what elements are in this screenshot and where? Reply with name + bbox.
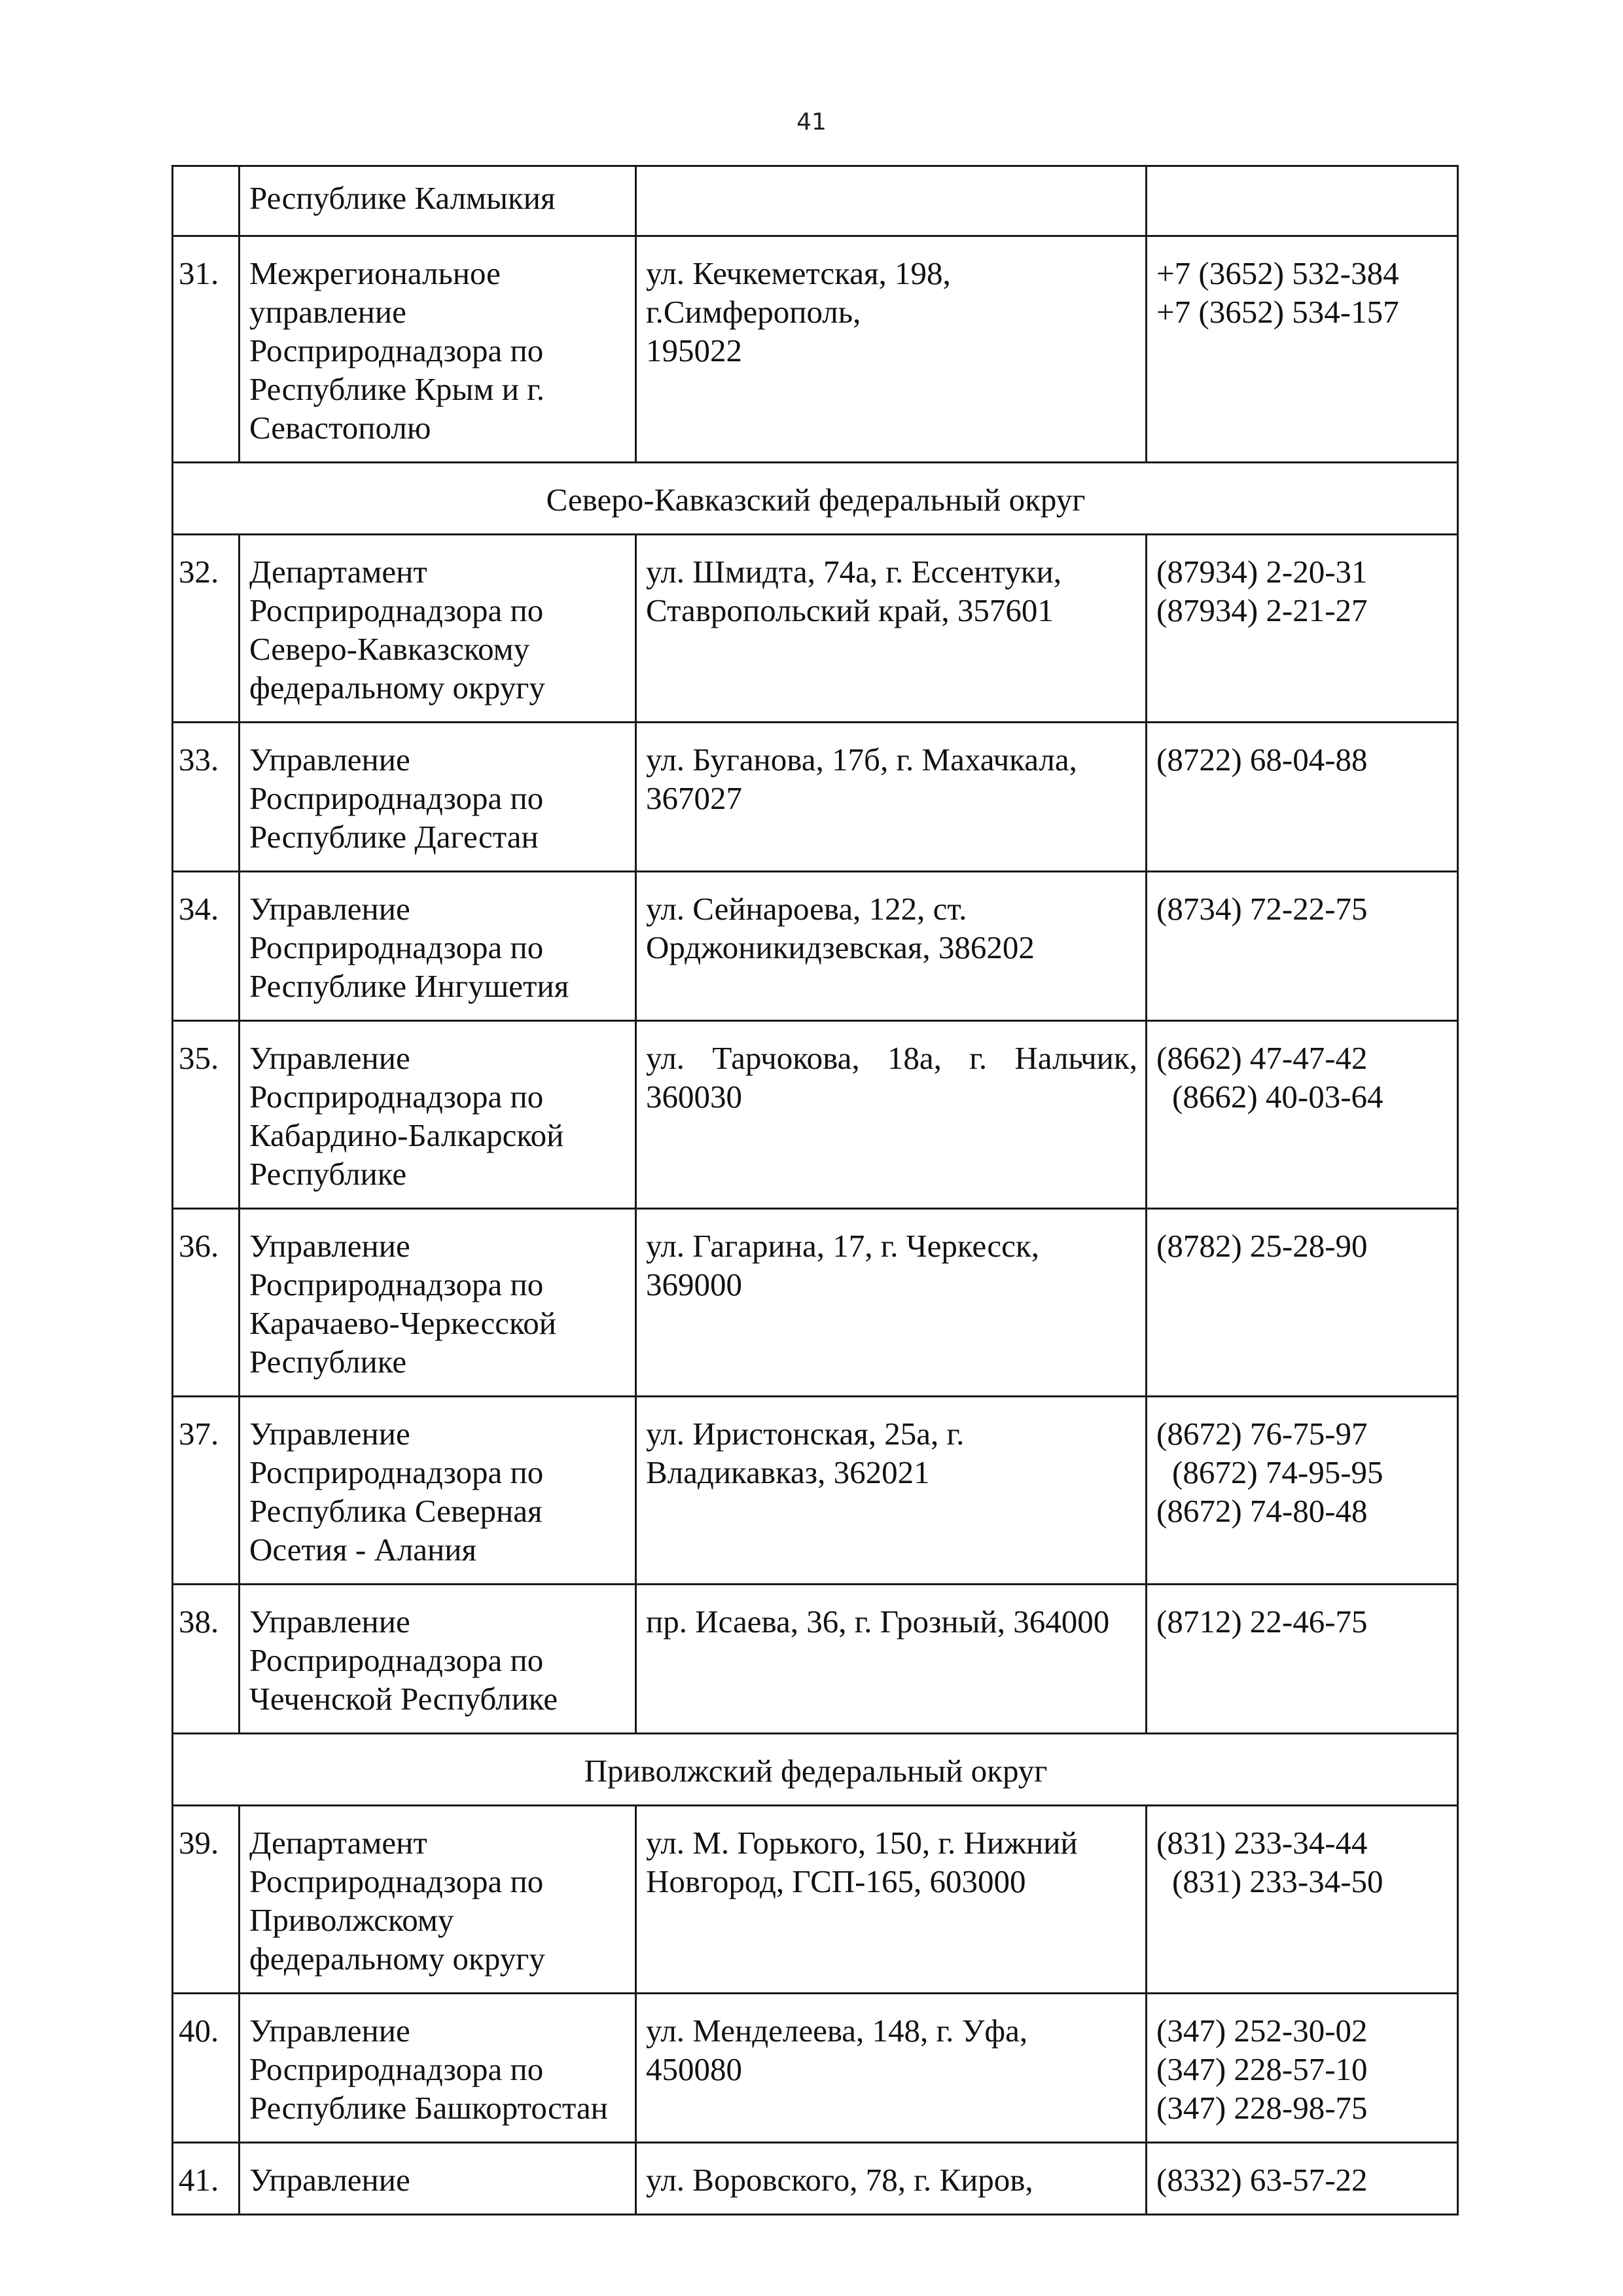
table-row xyxy=(173,236,1458,463)
row-number: 33. xyxy=(173,723,240,872)
row-number: 39. xyxy=(173,1806,240,1994)
office-name: Республике Калмыкия xyxy=(240,166,636,236)
office-name: Межрегиональное управление Росприроднадзора по Республике Крым и г. Севастополю xyxy=(240,236,636,463)
office-address: ул. Сейнароева, 122, ст. Орджоникидзевская, 386202 xyxy=(636,872,1147,1021)
table-row xyxy=(173,166,1458,236)
row-number xyxy=(173,166,240,236)
office-phones: (8722) 68-04-88 xyxy=(1147,723,1458,872)
section-title-north-caucasus: Северо-Кавказский федеральный округ xyxy=(173,463,1458,535)
row-number: 34. xyxy=(173,872,240,1021)
table-row xyxy=(173,1021,1458,1209)
row-number: 41. xyxy=(173,2143,240,2215)
office-phones: (8332) 63-57-22 xyxy=(1147,2143,1458,2215)
office-address: ул. Гагарина, 17, г. Черкесск, 369000 xyxy=(636,1209,1147,1397)
section-row xyxy=(173,463,1458,535)
section-row xyxy=(173,1734,1458,1806)
office-phones: (347) 252-30-02 (347) 228-57-10 (347) 228-98-75 xyxy=(1147,1994,1458,2143)
row-number: 40. xyxy=(173,1994,240,2143)
office-phones: (8662) 47-47-42 (8662) 40-03-64 xyxy=(1147,1021,1458,1209)
office-name: Управление Росприроднадзора по Карачаево-Черкесской Республике xyxy=(240,1209,636,1397)
table-row xyxy=(173,2143,1458,2215)
row-number: 38. xyxy=(173,1585,240,1734)
office-name: Управление Росприроднадзора по Республике Дагестан xyxy=(240,723,636,872)
office-name: Управление Росприроднадзора по Республике Ингушетия xyxy=(240,872,636,1021)
row-number: 31. xyxy=(173,236,240,463)
office-address: ул. Буганова, 17б, г. Махачкала, 367027 xyxy=(636,723,1147,872)
row-number: 36. xyxy=(173,1209,240,1397)
office-address: ул. Кечкеметская, 198, г.Симферополь, 195022 xyxy=(636,236,1147,463)
table-row xyxy=(173,1209,1458,1397)
office-phones: +7 (3652) 532-384 +7 (3652) 534-157 xyxy=(1147,236,1458,463)
office-address: ул. Менделеева, 148, г. Уфа, 450080 xyxy=(636,1994,1147,2143)
office-name: Управление Росприроднадзора по Кабардино-Балкарской Республике xyxy=(240,1021,636,1209)
office-phones: (8782) 25-28-90 xyxy=(1147,1209,1458,1397)
table-row xyxy=(173,1994,1458,2143)
office-name: Управление Росприроднадзора по Чеченской Республике xyxy=(240,1585,636,1734)
table-row xyxy=(173,723,1458,872)
office-address: ул. Воровского, 78, г. Киров, xyxy=(636,2143,1147,2215)
address-justified-line: ул. Тарчокова, 18а, г. Нальчик, xyxy=(646,1040,1137,1076)
table-row xyxy=(173,535,1458,723)
office-address: ул. Тарчокова, 18а, г. Нальчик, 360030 xyxy=(636,1021,1147,1209)
table-row xyxy=(173,1806,1458,1994)
table-row xyxy=(173,872,1458,1021)
row-number: 35. xyxy=(173,1021,240,1209)
office-name: Департамент Росприроднадзора по Северо-Кавказскому федеральному округу xyxy=(240,535,636,723)
section-title-volga: Приволжский федеральный округ xyxy=(173,1734,1458,1806)
table-row xyxy=(173,1397,1458,1585)
office-name: Управление Росприроднадзора по Республике Башкортостан xyxy=(240,1994,636,2143)
page-number: 41 xyxy=(796,109,827,135)
row-number: 37. xyxy=(173,1397,240,1585)
office-address xyxy=(636,166,1147,236)
office-address: ул. М. Горького, 150, г. Нижний Новгород, ГСП-165, 603000 xyxy=(636,1806,1147,1994)
office-phones: (8734) 72-22-75 xyxy=(1147,872,1458,1021)
office-phones: (8672) 76-75-97 (8672) 74-95-95 (8672) 74-80-48 xyxy=(1147,1397,1458,1585)
office-address: ул. Иристонская, 25а, г. Владикавказ, 362021 xyxy=(636,1397,1147,1585)
office-phones xyxy=(1147,166,1458,236)
office-address: пр. Исаева, 36, г. Грозный, 364000 xyxy=(636,1585,1147,1734)
office-name: Управление xyxy=(240,2143,636,2215)
office-name: Управление Росприроднадзора по Республика Северная Осетия - Алания xyxy=(240,1397,636,1585)
table-row xyxy=(173,1585,1458,1734)
office-phones: (87934) 2-20-31 (87934) 2-21-27 xyxy=(1147,535,1458,723)
office-phones: (831) 233-34-44 (831) 233-34-50 xyxy=(1147,1806,1458,1994)
office-address: ул. Шмидта, 74а, г. Ессентуки, Ставропольский край, 357601 xyxy=(636,535,1147,723)
office-phones: (8712) 22-46-75 xyxy=(1147,1585,1458,1734)
offices-table xyxy=(171,165,1459,2215)
office-name: Департамент Росприроднадзора по Приволжскому федеральному округу xyxy=(240,1806,636,1994)
row-number: 32. xyxy=(173,535,240,723)
